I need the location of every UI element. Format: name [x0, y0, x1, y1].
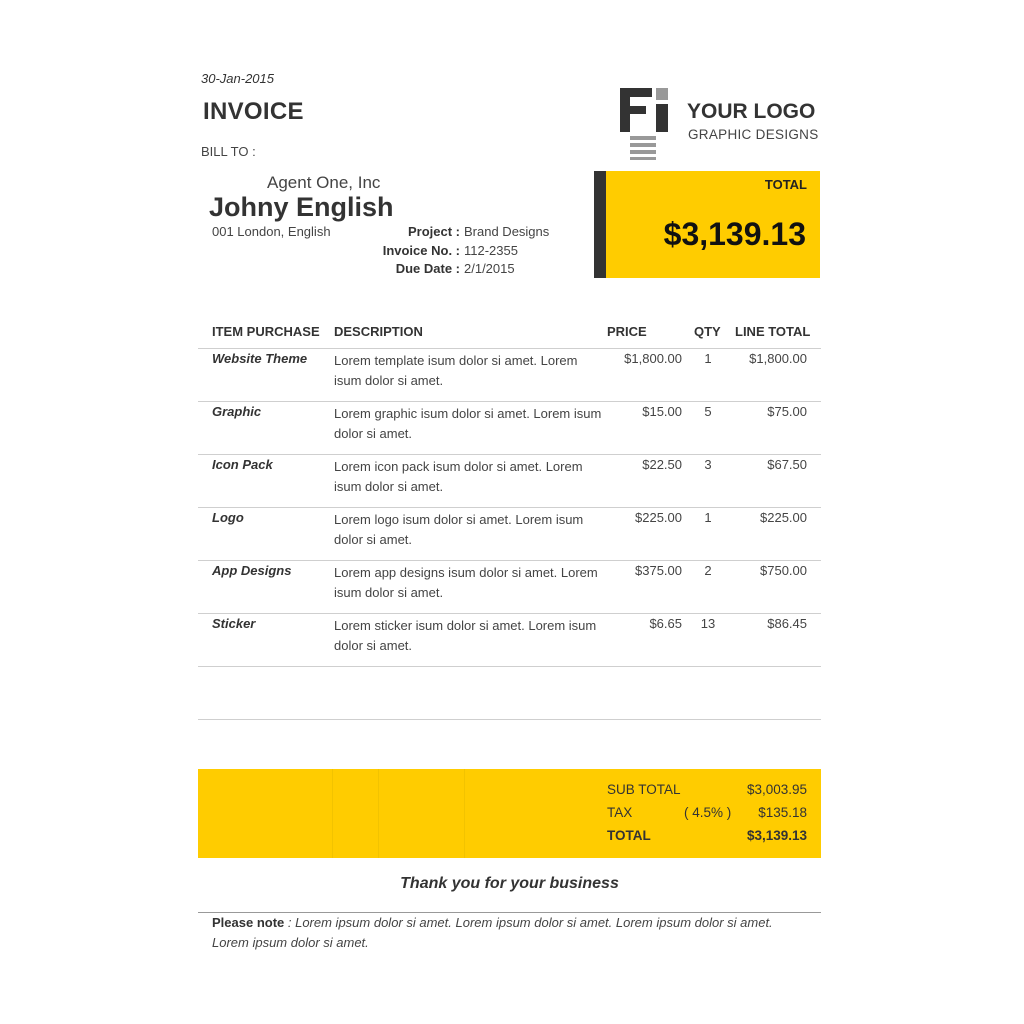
due-date-row — [300, 261, 555, 276]
header-description: DESCRIPTION — [334, 324, 423, 339]
page-title: INVOICE — [203, 98, 304, 125]
row-qty: 13 — [700, 616, 716, 631]
row-item: Sticker — [212, 616, 256, 631]
total-box-amount: $3,139.13 — [663, 216, 806, 252]
due-date-label: Due Date : — [395, 261, 460, 276]
summary-divider — [332, 769, 333, 858]
row-description: Lorem graphic isum dolor si amet. Lorem isum dolor si amet. — [334, 406, 602, 441]
row-description: Lorem logo isum dolor si amet. Lorem isum dolor si amet. — [334, 512, 584, 547]
grand-total-label: TOTAL — [607, 828, 651, 843]
row-description: Lorem sticker isum dolor si amet. Lorem isum dolor si amet. — [334, 618, 597, 653]
total-box-label: TOTAL — [764, 177, 807, 192]
summary-panel — [198, 769, 821, 858]
footer-note — [212, 913, 812, 953]
client-company: Agent One, Inc — [267, 173, 381, 192]
tax-value: $135.18 — [758, 805, 807, 820]
subtotal-value: $3,003.95 — [746, 782, 807, 797]
table-divider — [198, 719, 821, 720]
row-price: $1,800.00 — [624, 351, 682, 366]
project-row — [300, 224, 555, 239]
invoice-date: 30-Jan-2015 — [201, 71, 274, 86]
row-item: Website Theme — [212, 351, 308, 366]
table-row — [198, 613, 821, 666]
summary-divider — [464, 769, 465, 858]
total-box-accent-bar — [594, 171, 606, 278]
table-row — [198, 560, 821, 613]
client-name: Johny English — [209, 192, 394, 222]
tax-rate: ( 4.5% ) — [684, 805, 732, 820]
invoice-number-value: 112-2355 — [464, 243, 518, 258]
row-qty: 3 — [704, 457, 712, 472]
note-label: Please note — [212, 915, 285, 930]
row-qty: 1 — [704, 510, 712, 525]
table-row — [198, 401, 821, 454]
thank-you-message: Thank you for your business — [400, 875, 619, 892]
row-price: $375.00 — [635, 563, 682, 578]
logo-subtitle: GRAPHIC DESIGNS — [688, 127, 819, 142]
row-line-total: $75.00 — [767, 404, 807, 419]
tax-label: TAX — [607, 805, 633, 820]
due-date-value: 2/1/2015 — [464, 261, 515, 276]
header-item-purchase: ITEM PURCHASE — [212, 324, 320, 339]
logo-title: YOUR LOGO — [687, 100, 816, 123]
row-qty: 5 — [704, 404, 712, 419]
row-line-total: $1,800.00 — [749, 351, 807, 366]
row-description: Lorem template isum dolor si amet. Lorem isum dolor si amet. — [334, 353, 578, 388]
row-line-total: $225.00 — [760, 510, 807, 525]
table-row-empty — [198, 666, 821, 719]
row-item: Graphic — [212, 404, 262, 419]
row-description: Lorem app designs isum dolor si amet. Lorem isum dolor si amet. — [334, 565, 598, 600]
table-row — [198, 507, 821, 560]
row-price: $6.65 — [649, 616, 682, 631]
table-row — [198, 348, 821, 401]
row-line-total: $750.00 — [760, 563, 807, 578]
project-label: Project : — [407, 224, 460, 239]
row-item: Icon Pack — [212, 457, 273, 472]
total-box — [594, 171, 820, 278]
row-qty: 1 — [704, 351, 712, 366]
row-description: Lorem icon pack isum dolor si amet. Lorem isum dolor si amet. — [334, 459, 583, 494]
table-row — [198, 454, 821, 507]
bill-to-label: BILL TO : — [201, 144, 256, 159]
logo-icon — [618, 86, 670, 160]
header-qty: QTY — [694, 324, 721, 339]
row-qty: 2 — [704, 563, 712, 578]
items-table — [198, 348, 821, 720]
row-price: $15.00 — [642, 404, 682, 419]
client-address: 001 London, English — [212, 224, 331, 239]
summary-divider — [378, 769, 379, 858]
row-item: App Designs — [212, 563, 292, 578]
row-line-total: $67.50 — [767, 457, 807, 472]
header-line-total: LINE TOTAL — [735, 324, 811, 339]
invoice-number-row — [300, 243, 555, 258]
row-price: $225.00 — [635, 510, 682, 525]
invoice-number-label: Invoice No. : — [382, 243, 460, 258]
note-text: : Lorem ipsum dolor si amet. Lorem ipsum dolor si amet. Lorem ipsum dolor si amet. Lorem ipsum dolor si amet. — [212, 915, 773, 950]
row-item: Logo — [212, 510, 244, 525]
grand-total-value: $3,139.13 — [746, 828, 807, 843]
subtotal-label: SUB TOTAL — [607, 782, 681, 797]
project-value: Brand Designs — [464, 224, 550, 239]
row-line-total: $86.45 — [767, 616, 807, 631]
row-price: $22.50 — [642, 457, 682, 472]
header-price: PRICE — [607, 324, 647, 339]
